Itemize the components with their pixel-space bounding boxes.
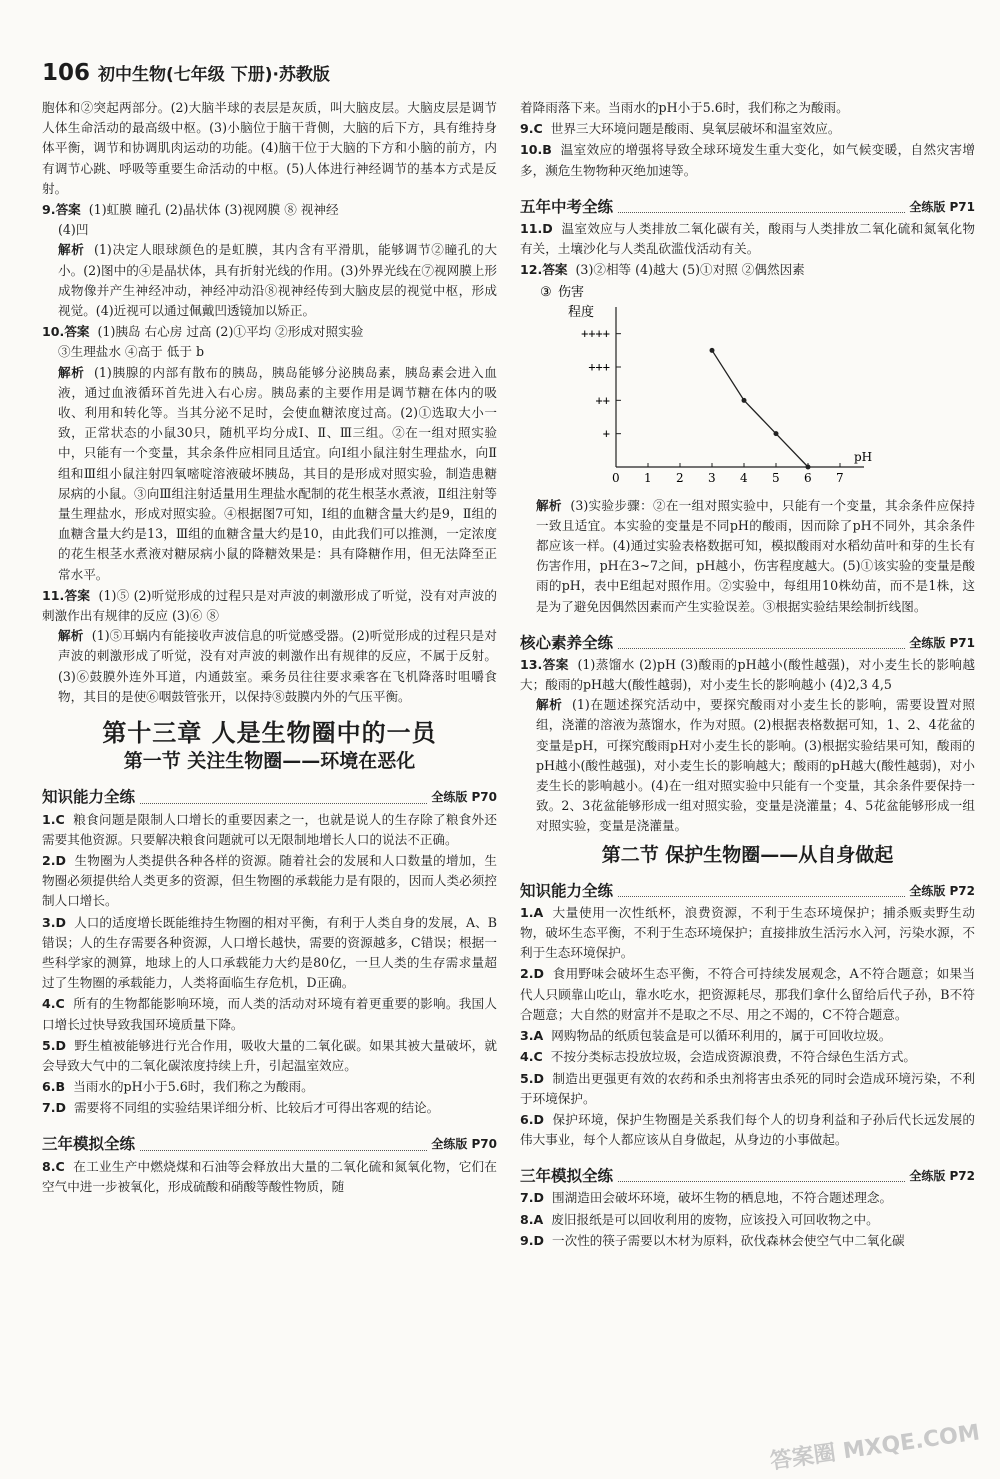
analysis-text: (1)在题述探究活动中，要探究酸雨对小麦生长的影响，需要设置对照组，浇灌的溶液为蒸馏水，作为对照。(2)根据表格数据可知，1、2、4花盆的变量是pH，可探究酸雨pH对小麦生长的影响。(3)根据实验结果可知，酸雨的pH越小(酸性越强)，对小麦生长的影响越大；酸雨的pH越大(酸性越弱)，对小麦生长的影响越小。(4)在一组对照实验中只能有一个变量，其余条件要保持一致。2、3花盆能够形成一组对照实验，变量是浇灌量；4、5花盆能够形成一组对照实验，变量是浇灌量。 <box>536 697 976 834</box>
answer-item <box>520 964 975 1025</box>
answer-item <box>42 1036 497 1076</box>
data-point <box>710 348 715 353</box>
question-11: 11.答案 (1)⑤ (2)听觉形成的过程只是对声波的刺激形成了听觉，没有对声波的刺激作出有规律的反应 (3)⑥ ⑧ 解析 (1)⑤耳蜗内有能接收声波信息的听觉感受器。(2)听觉形成的过程只是对声波的刺激形成了听觉，没有对声波的刺激作出有规律的反应，不属于反射。(3)⑥鼓膜外连外耳道，内通鼓室。乘务员往往要求乘客在飞机降落时咀嚼食物，其目的是使⑥咽鼓管张开，以保持⑧鼓膜内外的气压平衡。 <box>42 587 498 704</box>
answer-text-2: ③生理盐水 ④高于 低于 b <box>58 344 205 360</box>
answer-list-d <box>520 1188 975 1251</box>
section-title-1: 第一节 关注生物圈——环境在恶化 <box>123 750 416 773</box>
answer-list-1 <box>42 810 497 1119</box>
y-tick-label: ++ <box>595 393 610 408</box>
answer-list-c <box>520 903 975 1150</box>
damage-ph-line-chart <box>538 282 873 487</box>
item-number: 6.D <box>520 1111 545 1127</box>
item-text: 不按分类标志投放垃圾，会造成资源浪费，不符合绿色生活方式。 <box>542 1049 917 1065</box>
answer-text-2: (4)凹 <box>58 222 89 238</box>
answer-item <box>520 219 975 259</box>
section-bar-three-year: 三年模拟全练 全练版 P70 <box>42 1125 497 1151</box>
data-point <box>742 398 747 403</box>
answer-item <box>42 1157 497 1197</box>
answer-item <box>42 913 497 994</box>
y-tick-label: + <box>602 427 610 442</box>
item-text: 温室效应的增强将导致全球环境发生重大变化，如气候变暖，自然灾害增多，濒危生物物种灭绝加速等。 <box>520 142 975 178</box>
answer-text: (1)蒸馏水 (2)pH (3)酸雨的pH越小(酸性越强)，对小麦生长的影响越大；酸雨的pH越大(酸性越弱)，对小麦生长的影响越小 (4)2,3 4,5 <box>520 656 975 693</box>
answer-item <box>520 1026 975 1046</box>
section-bar-knowledge-2: 知识能力全练 全练版 P72 <box>520 871 975 897</box>
item-text: 废旧报纸是可以回收利用的废物，应该投入可回收物之中。 <box>543 1211 879 1227</box>
answer-item <box>42 851 497 912</box>
question-13: 13.答案 (1)蒸馏水 (2)pH (3)酸雨的pH越小(酸性越强)，对小麦生长的影响越大；酸雨的pH越大(酸性越弱)，对小麦生长的影响越小 (4)2,3 4,5 解析 (1)在题述探究活动中，要探究酸雨对小麦生长的影响，需要设置对照组，浇灌的溶液为蒸馏水，作为对照。(2)根据表格数据可知，1、2、4花盆的变量是pH，可探究酸雨pH对小麦生长的影响。(3)根据实验结果可知，酸雨的pH越小(酸性越强)，对小麦生长的影响越大；酸雨的pH越大(酸性越弱)，对小麦生长的影响越小。(4)在一组对照实验中只能有一个变量，其余条件要保持一致。2、3花盆能够形成一组对照实验，变量是浇灌量；4、5花盆能够形成一组对照实验，变量是浇灌量。 <box>520 656 976 834</box>
answer-item <box>42 994 497 1034</box>
y-axis-label: 伤害 <box>558 285 585 301</box>
item-number: 9.D <box>520 1232 545 1248</box>
answer-item <box>520 1210 975 1230</box>
analysis-text: (1)⑤耳蜗内有能接收声波信息的听觉感受器。(2)听觉形成的过程只是对声波的刺激形成了听觉，没有对声波的刺激作出有规律的反应，不属于反射。(3)⑥鼓膜外连外耳道，内通鼓室。乘务员往往要求乘客在飞机降落时咀嚼食物，其目的是使⑥咽鼓管张开，以保持⑧鼓膜内外的气压平衡。 <box>58 628 497 704</box>
item-number: 2.D <box>42 852 67 868</box>
item-text: 温室效应与人类排放二氧化碳有关，酸雨与人类排放二氧化硫和氮氧化物有关，土壤沙化与人类乱砍滥伐活动有关。 <box>520 220 975 257</box>
x-axis-label: pH <box>854 450 873 465</box>
page-number: 106 <box>42 60 91 86</box>
answer-item <box>42 1077 497 1097</box>
item-number: 9.C <box>520 121 543 137</box>
answer-item <box>520 1231 975 1251</box>
item-text: 食用野味会破坏生态平衡，不符合可持续发展观念，A不符合题意；如果当代人只顾靠山吃山，靠水吃水，把资源耗尽，那我们拿什么留给后代子孙，B不符合题意；大自然的财富并不是取之不尽、用之不竭的，C不符合题意。 <box>520 966 975 1022</box>
answer-list-b <box>520 219 975 259</box>
item-number: 5.D <box>42 1037 67 1053</box>
answer-item <box>42 810 497 850</box>
answer-text: (1)⑤ (2)听觉形成的过程只是对声波的刺激形成了听觉，没有对声波的刺激作出有规律的反应 (3)⑥ ⑧ <box>42 587 498 624</box>
section-title-2: 第二节 保护生物圈——从自身做起 <box>601 843 894 866</box>
y-axis-label-2: 程度 <box>568 305 595 321</box>
x-tick-label: 5 <box>772 471 780 486</box>
x-tick-label: 7 <box>836 471 844 486</box>
answer-item <box>520 1110 975 1150</box>
item-number: 8.C <box>42 1158 65 1174</box>
analysis-text: (1)胰腺的内部有散布的胰岛，胰岛能够分泌胰岛素，胰岛素会进入血液，通过血液循环首先进入右心房。胰岛素的主要作用是调节糖在体内的吸收、利用和转化等。当其分泌不足时，会使血糖浓度过高。(2)①选取大小一致，正常状态的小鼠30只，随机平均分成Ⅰ、Ⅱ、Ⅲ三组。②在一组对照实验中，只能有一个变量，其余条件应相同且适宜。向Ⅰ组小鼠注射生理盐水，向Ⅱ组和Ⅲ组小鼠注射四氧嘧啶溶液破坏胰岛，其目的是形成对照实验，制造患糖尿病的小鼠。③向Ⅲ组注射适量用生理盐水配制的花生根茎水煮液，Ⅱ组注射等量生理盐水，形成对照实验。④根据图7可知，Ⅰ组的血糖含量大约是9，Ⅱ组的血糖含量大约是13，Ⅲ组的血糖含量大约是10，由此我们可以推测，一定浓度的花生根茎水煮液对糖尿病小鼠的降糖效果是：具有降糖作用，但无法降至正常水平。 <box>58 364 498 582</box>
item-text: 保护环境，保护生物圈是关系我们每个人的切身利益和子孙后代长远发展的伟大事业，每个人都应该从自身做起，从身边的小事做起。 <box>520 1111 975 1148</box>
item-number: 3.D <box>42 914 67 930</box>
item-text: 所有的生物都能影响环境，而人类的活动对环境有着更重要的影响。我国人口增长过快导致我国环境质量下降。 <box>42 996 497 1032</box>
line-chart-container <box>538 282 975 493</box>
series-line <box>712 351 808 468</box>
item-number: 6.B <box>42 1079 66 1095</box>
item-text: 世界三大环境问题是酸雨、臭氧层破坏和温室效应。 <box>542 121 841 137</box>
answer-text: (1)胰岛 右心房 过高 (2)①平均 ②形成对照实验 <box>97 324 364 340</box>
answer-item <box>520 903 975 964</box>
right-column <box>520 98 975 1251</box>
answer-item <box>520 140 975 180</box>
item-text: 在工业生产中燃烧煤和石油等会释放出大量的二氧化硫和氮氧化物，它们在空气中进一步被氧化，形成硫酸和硝酸等酸性物质，随 <box>42 1158 497 1194</box>
section-bar-core: 核心素养全练 全练版 P71 <box>520 623 975 649</box>
analysis-text: (3)实验步骤：②在一组对照实验中，只能有一个变量，其余条件应保持一致且适宜。本实验的变量是不同pH的酸雨，因而除了pH不同外，其余条件都应该一样。(4)通过实验表格数据可知，模拟酸雨对水稻幼苗叶和芽的生长有伤害作用，pH在3~7之间，pH越小，伤害程度越大。(5)①该实验的变量是酸雨的pH，表中E组起对照作用。②实验中，每组用10株幼苗，而不是1株，这是为了避免因偶然因素而产生实验误差。③根据实验结果绘制折线图。 <box>536 497 976 614</box>
item-text: 当雨水的pH小于5.6时，我们称之为酸雨。 <box>65 1079 314 1095</box>
item-number: 11.D <box>520 220 553 236</box>
y-tick-label: +++ <box>588 360 610 375</box>
left-column <box>42 98 497 1197</box>
answer-list-2 <box>42 1157 497 1197</box>
item-number: 1.C <box>42 811 65 827</box>
x-tick-label: 0 <box>612 471 620 486</box>
question-10: 10.答案 (1)胰岛 右心房 过高 (2)①平均 ②形成对照实验 ③生理盐水 ④高于 低于 b 解析 (1)胰腺的内部有散布的胰岛，胰岛能够分泌胰岛素，胰岛素会进入血液，通过血液循环首先进入右心房。胰岛素的主要作用是调节糖在体内的吸收、利用和转化等。当其分泌不足时，会使血糖浓度过高。(2)①选取大小一致，正常状态的小鼠30只，随机平均分成Ⅰ、Ⅱ、Ⅲ三组。②在一组对照实验中，只能有一个变量，其余条件应相同且适宜。向Ⅰ组小鼠注射生理盐水，向Ⅱ组和Ⅲ组小鼠注射四氧嘧啶溶液破坏胰岛，其目的是形成对照实验，制造患糖尿病的小鼠。③向Ⅲ组注射适量用生理盐水配制的花生根茎水煮液，Ⅱ组注射等量生理盐水，形成对照实验。④根据图7可知，Ⅰ组的血糖含量大约是9，Ⅱ组的血糖含量大约是13，Ⅲ组的血糖含量大约是10，由此我们可以推测，一定浓度的花生根茎水煮液对糖尿病小鼠的降糖效果是：具有降糖作用，但无法降至正常水平。 <box>42 324 498 582</box>
item-number: 2.D <box>520 966 545 982</box>
item-text: 一次性的筷子需要以木材为原料，砍伐森林会使空气中二氧化碳 <box>544 1232 905 1248</box>
section-bar-knowledge: 知识能力全练 全练版 P70 <box>42 778 497 804</box>
item-number: 10.B <box>520 142 552 158</box>
y-tick-label: ++++ <box>581 327 610 342</box>
item-text: 大量使用一次性纸杯，浪费资源，不利于生态环境保护；捕杀贩卖野生动物，破坏生态平衡，不利于生态环境保护；直接排放生活污水入河，污染水源，不利于生态环境保护。 <box>520 904 975 961</box>
watermark-logo: 答案圈 MXQE.COM <box>768 1420 981 1475</box>
item-text: 制造出更强更有效的农药和杀虫剂将害虫杀死的同时会造成环境污染，不利于环境保护。 <box>520 1070 975 1106</box>
answer-list-a <box>520 119 975 181</box>
item-number: 7.D <box>520 1190 545 1206</box>
item-number: 4.C <box>42 996 65 1012</box>
page-header <box>42 60 482 92</box>
item-text: 需要将不同组的实验结果详细分析、比较后才可得出客观的结论。 <box>66 1100 440 1116</box>
answer-item <box>520 1188 975 1208</box>
analysis-text: (1)决定人眼球颜色的是虹膜，其内含有平滑肌，能够调节②瞳孔的大小。(2)图中的④是晶状体，具有折射光线的作用。(3)外界光线在⑦视网膜上形成物像并产生神经冲动，神经冲动沿⑧视神经传到大脑皮层的视觉中枢，形成视觉。(4)近视可以通过佩戴凹透镜加以矫正。 <box>58 242 498 319</box>
answer-text: (1)虹膜 瞳孔 (2)晶状体 (3)视网膜 ⑧ 视神经 <box>88 202 339 218</box>
item-text: 粮食问题是限制人口增长的重要因素之一，也就是说人的生存除了粮食外还需要其他资源。只要解决粮食问题就可以无限制地增长人口的说法不正确。 <box>42 811 497 847</box>
item-number: 8.A <box>520 1211 544 1227</box>
item-text: 野生植被能够进行光合作用，吸收大量的二氧化碳。如果其被大量破坏，就会导致大气中的二氧化碳浓度持续上升，引起温室效应。 <box>42 1037 497 1073</box>
x-tick-label: 1 <box>644 471 652 486</box>
continued-paragraph: 着降雨落下来。当雨水的pH小于5.6时，我们称之为酸雨。 <box>520 100 849 115</box>
x-tick-label: 2 <box>676 471 684 486</box>
item-text: 围湖造田会破坏环境，破坏生物的栖息地，不符合题述理念。 <box>544 1190 893 1206</box>
section-bar-three-year-2: 三年模拟全练 全练版 P72 <box>520 1156 975 1182</box>
question-12: 12.答案 (3)②相等 (4)越大 (5)①对照 ②偶然因素 ③ 伤害 程度 0 1 2 3 4 5 6 7 pH + ++ +++ ++++ 解析 (3)实验步骤：②在一组对照实验中，只能有一个变量，其余条件应保持一致且适宜。本实验的变量是不同pH的酸雨，因而除了pH不同外，其余条件都应该一样。(4)通过实验表格数据可知，模拟酸雨对水稻幼苗叶和芽的生长有伤害作用，pH在3~7之间，pH越小，伤害程度越大。(5)①该实验的变量是酸雨的pH，表中E组起对照作用。②实验中，每组用10株幼苗，而不是1株，这是为了避免因偶然因素而产生实验误差。③根据实验结果绘制折线图。 <box>520 262 976 614</box>
item-text: 生物圈为人类提供各种各样的资源。随着社会的发展和人口数量的增加，生物圈必须提供给人类更多的资源，但生物圈的承载能力是有限的，因而人类必须控制人口增长。 <box>42 852 497 909</box>
x-tick-label: 6 <box>804 471 812 486</box>
data-point <box>806 465 811 470</box>
item-number: 5.D <box>520 1070 545 1086</box>
x-tick-label: 4 <box>740 471 748 486</box>
answer-text: (3)②相等 (4)越大 (5)①对照 ②偶然因素 <box>575 262 805 278</box>
intro-paragraph: 胞体和②突起两部分。(2)大脑半球的表层是灰质，叫大脑皮层。大脑皮层是调节人体生命活动的最高级中枢。(3)小脑位于脑干背侧，大脑的后下方，具有维持身体平衡，调节和协调肌肉运动的功能。(4)脑干位于大脑的下方和小脑的前方，内有调节心跳、呼吸等重要生命活动的中枢。(5)人体进行神经调节的基本方式是反射。 <box>42 100 497 196</box>
answer-item <box>42 1098 497 1118</box>
book-title: 初中生物(七年级 下册)·苏教版 <box>98 65 330 85</box>
answer-item <box>520 1047 975 1067</box>
item-number: 3.A <box>520 1028 544 1044</box>
answer-item <box>520 119 975 139</box>
answer-item <box>520 1069 975 1109</box>
item-number: 4.C <box>520 1049 543 1065</box>
chapter-title: 第十三章 人是生物圈中的一员 <box>102 719 437 748</box>
section-bar-five-year: 五年中考全练 全练版 P71 <box>520 187 975 213</box>
item-text: 人口的适度增长既能维持生物圈的相对平衡，有利于人类自身的发展，A、B错误；人的生存需要各种资源，人口增长越快，需要的资源越多，C错误；根据一些科学家的测算，地球上的人口承载能力大约是80亿，一旦人类的生存需求量超过了生物圈的承载能力，人类将面临生存危机，D正确。 <box>42 914 497 991</box>
chart-step-label: ③ <box>540 285 552 301</box>
question-9: 9.答案 (1)虹膜 瞳孔 (2)晶状体 (3)视网膜 ⑧ 视神经 (4)凹 解析 (1)决定人眼球颜色的是虹膜，其内含有平滑肌，能够调节②瞳孔的大小。(2)图中的④是晶状体，具有折射光线的作用。(3)外界光线在⑦视网膜上形成物像并产生神经冲动，神经冲动沿⑧视神经传到大脑皮层的视觉中枢，形成视觉。(4)近视可以通过佩戴凹透镜加以矫正。 <box>42 202 498 319</box>
item-number: 7.D <box>42 1100 67 1116</box>
item-text: 网购物品的纸质包装盒是可以循环利用的，属于可回收垃圾。 <box>543 1028 892 1044</box>
x-tick-label: 3 <box>708 471 716 486</box>
item-number: 1.A <box>520 904 544 920</box>
data-point <box>774 432 779 437</box>
